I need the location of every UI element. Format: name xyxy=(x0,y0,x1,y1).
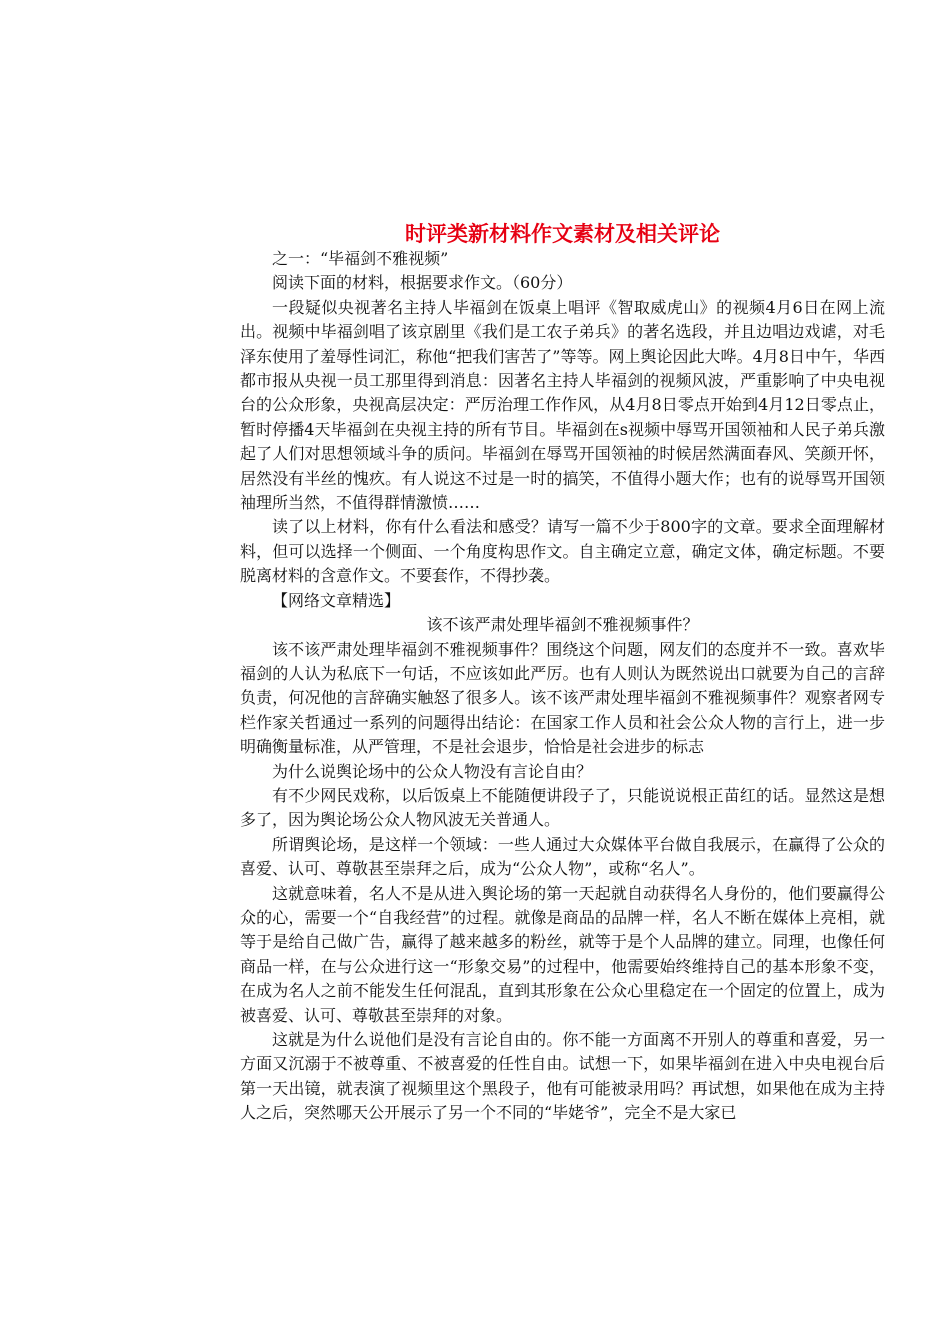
paragraph: 为什么说舆论场中的公众人物没有言论自由？ xyxy=(272,761,593,781)
paragraph: 阅读下面的材料，根据要求作文。（60分） xyxy=(272,273,573,293)
article-title: 该不该严肃处理毕福剑不雅视频事件？ xyxy=(426,615,699,635)
paragraph: 该不该严肃处理毕福剑不雅视频事件？围绕这个问题，网友们的态度并不一致。喜欢毕福剑的人认为私底下一句话，不应该如此严厉。也有人则认为既然说出口就要为自己的言辞负责，何况他的言辞确实触怒了很多人。该不该严肃处理毕福剑不雅视频事件？观察者网专栏作家关哲通过一系列的问题得出结论：在国家工作人员和社会公众人物的言行上，进一步明确衡量标准，从严管理，不是社会退步，恰恰是社会进步的标志 xyxy=(240,639,885,757)
paragraph: 读了以上材料，你有什么看法和感受？请写一篇不少于800字的文章。要求全面理解材料，但可以选择一个侧面、一个角度构思作文。自主确定立意，确定文体，确定标题。不要脱离材料的含意作文。不要套作，不得抄袭。 xyxy=(240,517,885,586)
paragraph: 之一：“毕福剑不雅视频” xyxy=(272,249,449,268)
document-title: 时评类新材料作文素材及相关评论 xyxy=(405,222,720,246)
document-body xyxy=(240,247,885,1126)
paragraph: 有不少网民戏称，以后饭桌上不能随便讲段子了，只能说说根正苗红的话。显然这是想多了，因为舆论场公众人物风波无关普通人。 xyxy=(240,785,885,830)
paragraph: 这就是为什么说他们是没有言论自由的。你不能一方面离不开别人的尊重和喜爱，另一方面又沉溺于不被尊重、不被喜爱的任性自由。试想一下，如果毕福剑在进入中央电视台后第一天出镜，就表演了视频里这个黑段子，他有可能被录用吗？再试想，如果他在成为主持人之后，突然哪天公开展示了另一个不同的“毕姥爷”，完全不是大家已 xyxy=(240,1030,885,1123)
section-heading: 【网络文章精选】 xyxy=(272,590,401,610)
paragraph: 这就意味着，名人不是从进入舆论场的第一天起就自动获得名人身份的，他们要赢得公众的心，需要一个“自我经营”的过程。就像是商品的品牌一样，名人不断在媒体上亮相，就等于是给自己做广告，赢得了越来越多的粉丝，就等于是个人品牌的建立。同理，也像任何商品一样，在与公众进行这一“形象交易”的过程中，他需要始终维持自己的基本形象不变，在成为名人之前不能发生任何混乱，直到其形象在公众心里稳定在一个固定的位置上，成为被喜爱、认可、尊敬甚至崇拜的对象。 xyxy=(240,883,885,1025)
paragraph: 所谓舆论场，是这样一个领域：一些人通过大众媒体平台做自我展示，在赢得了公众的喜爱、认可、尊敬甚至崇拜之后，成为“公众人物”，或称“名人”。 xyxy=(240,834,885,879)
paragraph: 一段疑似央视著名主持人毕福剑在饭桌上唱评《智取威虎山》的视频4月6日在网上流出。视频中毕福剑唱了该京剧里《我们是工农子弟兵》的著名选段，并且边唱边戏谑，对毛泽东使用了羞辱性词汇，称他“把我们害苦了”等等。网上舆论因此大哗。4月8日中午，华西都市报从央视一员工那里得到消息：因著名主持人毕福剑的视频风波，严重影响了中央电视台的公众形象，央视高层决定：严厉治理工作作风，从4月8日零点开始到4月12日零点止，暂时停播4天毕福剑在央视主持的所有节目。毕福剑在s视频中辱骂开国领袖和人民子弟兵激起了人们对思想领域斗争的质问。毕福剑在辱骂开国领袖的时候居然满面春风、笑颜开怀，居然没有半丝的愧疚。有人说这不过是一时的搞笑，不值得小题大作；也有的说辱骂开国领袖理所当然，不值得群情激愤…… xyxy=(240,297,885,513)
